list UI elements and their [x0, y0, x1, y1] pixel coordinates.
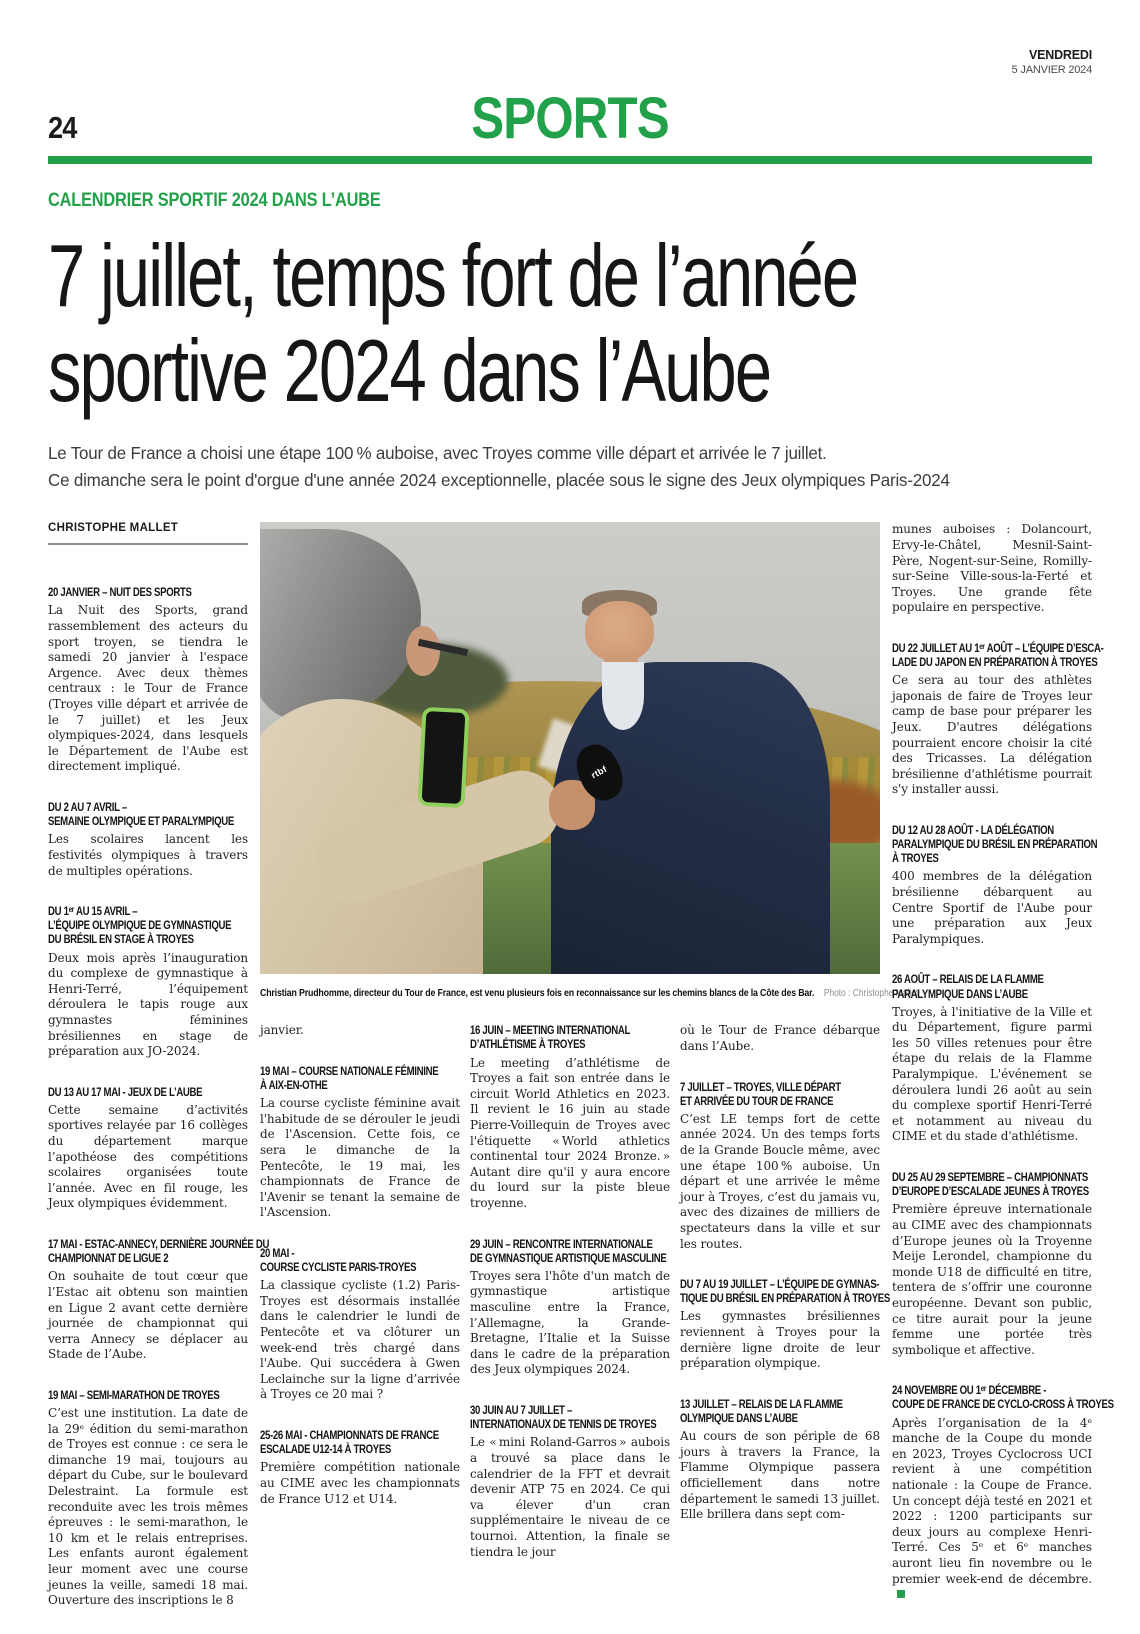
continuation-paragraph	[892, 522, 1092, 616]
end-mark-icon	[897, 1590, 905, 1598]
event-entry	[892, 640, 1104, 798]
standfirst-line: Ce dimanche sera le point d'orgue d'une année 2024 exceptionnelle, placée sous le signe des Jeux olympiques Paris-2024	[48, 470, 950, 491]
event-body: Les gymnastes brésiliennes reviennent à Troyes pour la dernière ligne droite de leur préparation olympique.	[680, 1309, 880, 1371]
event-body: Le meeting d’athlétisme de Troyes a fait son entrée dans le circuit World Athletics en 2023. Il revient le 16 juin au stade Pierre-Voillequin de Troyes avec l'étiquette « World athletics continental tour 2024 Bronze. » Autant dire qu'il y aura encore du lourd sur la piste bleue troyenne.	[470, 1055, 670, 1210]
photo-journalist-face	[406, 626, 440, 676]
event-heading: 20 JANVIER – NUIT DES SPORTS	[48, 585, 192, 600]
kicker: CALENDRIER SPORTIF 2024 DANS L’AUBE	[48, 190, 381, 211]
event-body: Ce sera au tour des athlètes japonais de faire de Troyes leur camp de base pour préparer les Jeux. D'autres délégations pourraient encore choisir la cité des Tricasses. La délégation brésilienne d'athlétisme pourrait s'y installer aussi.	[892, 673, 1092, 797]
event-heading: 16 JUIN – MEETING INTERNATIONAL D’ATHLÉTISME À TROYES	[470, 1023, 631, 1052]
event-entry	[470, 1023, 670, 1211]
event-heading: 17 MAI - ESTAC-ANNECY, DERNIÈRE JOURNÉE DU CHAMPIONNAT DE LIGUE 2	[48, 1237, 270, 1266]
event-heading: 19 MAI – SEMI-MARATHON DE TROYES	[48, 1387, 220, 1402]
photo-smartphone	[417, 706, 469, 808]
continuation-paragraph	[260, 1023, 460, 1039]
masthead	[48, 0, 1092, 152]
caption-text: Christian Prudhomme, directeur du Tour de France, est venu plusieurs fois en reconnaissance sur les chemins blancs de la Côte des Bar.	[260, 987, 815, 1000]
photo-caption	[260, 983, 919, 1001]
event-heading: DU 25 AU 29 SEPTEMBRE – CHAMPIONNATS D’EUROPE D’ESCALADE JEUNES À TROYES	[892, 1170, 1089, 1199]
event-entry	[48, 904, 248, 1060]
event-heading: 26 AOÛT – RELAIS DE LA FLAMME PARALYMPIQUE DANS L’AUBE	[892, 972, 1044, 1001]
article-body	[48, 522, 1114, 1633]
date-day: VENDREDI	[1029, 48, 1092, 62]
event-body: Première épreuve internationale au CIME avec des championnats d’Europe jeunes où la Troyenne Meije Lerondel, championne du monde U18 de difficulté en titre, tentera de s’offrir une couronne européenne. Devant son public, ce titre aurait pour la jeune femme une portée très symbolique et affective.	[892, 1202, 1092, 1357]
date-full: 5 JANVIER 2024	[1011, 63, 1092, 76]
event-entry	[470, 1403, 670, 1560]
continuation-text: janvier.	[260, 1023, 304, 1038]
event-entry	[48, 1237, 270, 1363]
event-heading: 25-26 MAI - CHAMPIONNATS DE FRANCE ESCALADE U12-14 À TROYES	[260, 1428, 439, 1457]
event-entry	[892, 1170, 1092, 1358]
column-4-blocks	[680, 1023, 890, 1585]
event-entry	[892, 822, 1098, 947]
event-entry	[680, 1277, 890, 1372]
section-rule	[48, 156, 1092, 164]
microphone-logo: rtbf	[590, 763, 610, 781]
column-1	[48, 522, 270, 1633]
event-entry	[260, 1428, 460, 1507]
event-heading: 24 NOVEMBRE OU 1ᵉʳ DÉCEMBRE - COUPE DE FRANCE DE CYCLO-CROSS À TROYES	[892, 1383, 1114, 1412]
event-body: Les scolaires lancent les festivités olympiques à travers de multiples opérations.	[48, 832, 248, 878]
event-body: Au cours de son périple de 68 jours à travers la France, la Flamme Olympique passera officiellement dans notre département le samedi 13 juillet. Elle brillera dans sept com-	[680, 1429, 880, 1522]
event-entry	[892, 1383, 1114, 1602]
event-entry	[48, 800, 248, 879]
event-entry	[48, 1388, 248, 1609]
caption-credit: Photo : Christophe Mallet	[823, 988, 919, 1000]
column-1-blocks	[48, 585, 270, 1608]
event-body: Après l’organisation de la 4ᵉ manche de la Coupe du monde en 2023, Troyes Cyclocross UCI revient à une compétition nationale : la Coupe de France. Un concept déjà testé en 2021 et 2022 : 1200 participants sur deux jours au complexe Henri-Terré. Ces 5ᵉ et 6ᵉ manches auront lieu fin novembre ou le premier week-end de décembre.	[892, 1416, 1092, 1603]
event-body: La course cycliste féminine avait l'habitude de se dérouler le jeudi de l'Ascension. Cette fois, ce sera le dimanche de la Pentecôte, le 19 mai, les championnats de France de l'Avenir se tenant la semaine de l'Ascension.	[260, 1096, 460, 1220]
section-title: SPORTS	[471, 86, 669, 151]
event-entry	[260, 1064, 460, 1221]
event-body: La classique cycliste (1.2) Paris-Troyes est désormais installée dans le calendrier le lundi de Pentecôte et va clôturer un week-end très chargé dans l'Aube. Qui succédera à Gwen Leclainche sur la ligne d’arrivée à Troyes ce 20 mai ?	[260, 1278, 460, 1402]
event-entry	[680, 1080, 880, 1253]
continuation-text: munes auboises : Dolancourt, Ervy-le-Châtel, Mesnil-Saint-Père, Nogent-sur-Seine, Romilly-sur-Seine Ville-sous-la-Ferté et Troyes. Une grande fête populaire en perspective.	[892, 522, 1092, 615]
event-entry	[892, 972, 1092, 1145]
event-body: Première compétition nationale au CIME avec les championnats de France U12 et U14.	[260, 1460, 460, 1506]
date-block	[1012, 48, 1092, 77]
event-heading: DU 7 AU 19 JUILLET – L’ÉQUIPE DE GYMNAS- TIQUE DU BRÉSIL EN PRÉPARATION À TROYES	[680, 1277, 890, 1306]
middle-columns	[260, 1023, 890, 1585]
page-number: 24	[48, 110, 77, 145]
standfirst	[48, 440, 1092, 494]
event-body: On souhaite de tout cœur que l’Estac ait obtenu son maintien en Ligue 2 avant cette dernière journée de championnat qui verra Annecy se déplacer au Stade de l’Aube.	[48, 1269, 248, 1362]
event-body: Troyes, à l'initiative de la Ville et du Département, figure parmi les 50 villes retenues pour être étape du relais de la Flamme Paralympique. L'événement se déroulera lundi 26 août au sein du complexe sportif Henri-Terré et notamment au niveau du CIME et du stade d'athlétisme.	[892, 1004, 1092, 1144]
event-body: 400 membres de la délégation brésilienne débarquent au Centre Sportif de l'Aube pour une préparation aux Jeux Paralympiques.	[892, 869, 1092, 946]
event-body: Le « mini Roland-Garros » aubois a trouvé sa place dans le calendrier de la FFT et devrait devenir ATP 75 en 2024. Ce qui va élever d'un cran supplémentaire le niveau de ce tournoi. Attention, la finale se tiendra le jour	[470, 1435, 670, 1559]
event-entry	[680, 1397, 880, 1523]
event-entry	[48, 585, 248, 775]
event-heading: 20 MAI - COURSE CYCLISTE PARIS-TROYES	[260, 1245, 417, 1275]
event-heading: DU 12 AU 28 AOÛT - LA DÉLÉGATION PARALYMPIQUE DU BRÉSIL EN PRÉPARATION À TROYES	[892, 822, 1098, 866]
event-heading: DU 22 JUILLET AU 1ᵉʳ AOÛT – L’ÉQUIPE D’ESCA- LADE DU JAPON EN PRÉPARATION À TROYES	[892, 640, 1104, 670]
column-5-blocks	[892, 522, 1114, 1602]
article-photo	[260, 522, 880, 974]
event-entry	[260, 1246, 460, 1403]
event-heading: 19 MAI – COURSE NATIONALE FÉMININE À AIX-EN-OTHE	[260, 1063, 439, 1093]
continuation-paragraph	[680, 1023, 880, 1054]
event-body: C’est une institution. La date de la 29ᵉ édition du semi-marathon de Troyes est connue : ce sera le dimanche 19 mai, toujours au départ du Cube, sur le boulevard Delestraint. La formule est reconduite avec les trois mêmes épreuves : le semi-marathon, le 10 km et le relais entreprises. Les enfants auront également leur moment avec une course jeunes la veille, samedi 18 mai. Ouverture des inscriptions le 8	[48, 1406, 248, 1608]
event-heading: 29 JUIN – RENCONTRE INTERNATIONALE DE GYMNASTIQUE ARTISTIQUE MASCULINE	[470, 1236, 667, 1265]
event-heading: DU 13 AU 17 MAI - JEUX DE L’AUBE	[48, 1084, 203, 1099]
headline	[48, 226, 1092, 421]
event-heading: DU 2 AU 7 AVRIL – SEMAINE OLYMPIQUE ET PARALYMPIQUE	[48, 800, 234, 829]
event-heading: 30 JUIN AU 7 JUILLET – INTERNATIONAUX DE TENNIS DE TROYES	[470, 1403, 657, 1432]
event-body: Deux mois après l’inauguration du complexe de gymnastique à Henri-Terré, l’équipement déroulera le tapis rouge aux gymnastes féminines brésiliennes en stage de préparation aux JO-2024.	[48, 950, 248, 1059]
continuation-text: où le Tour de France débarque dans l’Aube.	[680, 1023, 880, 1053]
headline-line: sportive 2024 dans l’Aube	[48, 321, 771, 421]
event-body: C’est LE temps fort de cette année 2024. Un des temps forts de la Grande Boucle même, avec une étape 100 % auboise. Un départ et une arrivée le même jour à Troyes, c’est du jamais vu, avec des dizaines de milliers de spectateurs dans la ville et sur les routes.	[680, 1111, 880, 1251]
column-3-blocks	[470, 1023, 670, 1585]
event-entry	[48, 1085, 248, 1212]
column-5	[892, 522, 1114, 1627]
middle-area	[260, 522, 919, 1585]
event-body: Cette semaine d’activités sportives relayée par 16 collèges du département marque l’apothéose des compétitions scolaires organisées toute l’année. Avec en fil rouge, les Jeux olympiques évidemment.	[48, 1102, 248, 1211]
standfirst-line: Le Tour de France a choisi une étape 100 % auboise, avec Troyes comme ville départ et arrivée le 7 juillet.	[48, 443, 827, 464]
event-heading: DU 1ᵉʳ AU 15 AVRIL – L’ÉQUIPE OLYMPIQUE DE GYMNASTIQUE DU BRÉSIL EN STAGE À TROYES	[48, 904, 232, 947]
column-2-blocks	[260, 1023, 460, 1585]
event-heading: 13 JUILLET – RELAIS DE LA FLAMME OLYMPIQUE DANS L’AUBE	[680, 1396, 843, 1425]
event-body: La Nuit des Sports, grand rassemblement des acteurs du sport troyen, se tiendra le samedi 20 janvier à l'espace Argence. Avec deux thèmes centraux : le Tour de France (Troyes ville départ et arrivée de le 7 juillet) et les Jeux olympiques-2024, dans lesquels le Département de l'Aube est directement impliqué.	[48, 603, 248, 774]
event-heading: 7 JUILLET – TROYES, VILLE DÉPART ET ARRIVÉE DU TOUR DE FRANCE	[680, 1079, 841, 1108]
event-entry	[470, 1237, 670, 1378]
headline-line: 7 juillet, temps fort de l’année	[48, 226, 858, 325]
event-body: Troyes sera l'hôte d'un match de gymnastique artistique masculine entre la France, l’Allemagne, la Grande-Bretagne, l’Italie et la Suisse dans le cadre de la préparation des Jeux olympiques 2024.	[470, 1268, 670, 1377]
byline: CHRISTOPHE MALLET	[48, 522, 248, 545]
photo-prudhomme-navy-jacket	[551, 662, 830, 974]
